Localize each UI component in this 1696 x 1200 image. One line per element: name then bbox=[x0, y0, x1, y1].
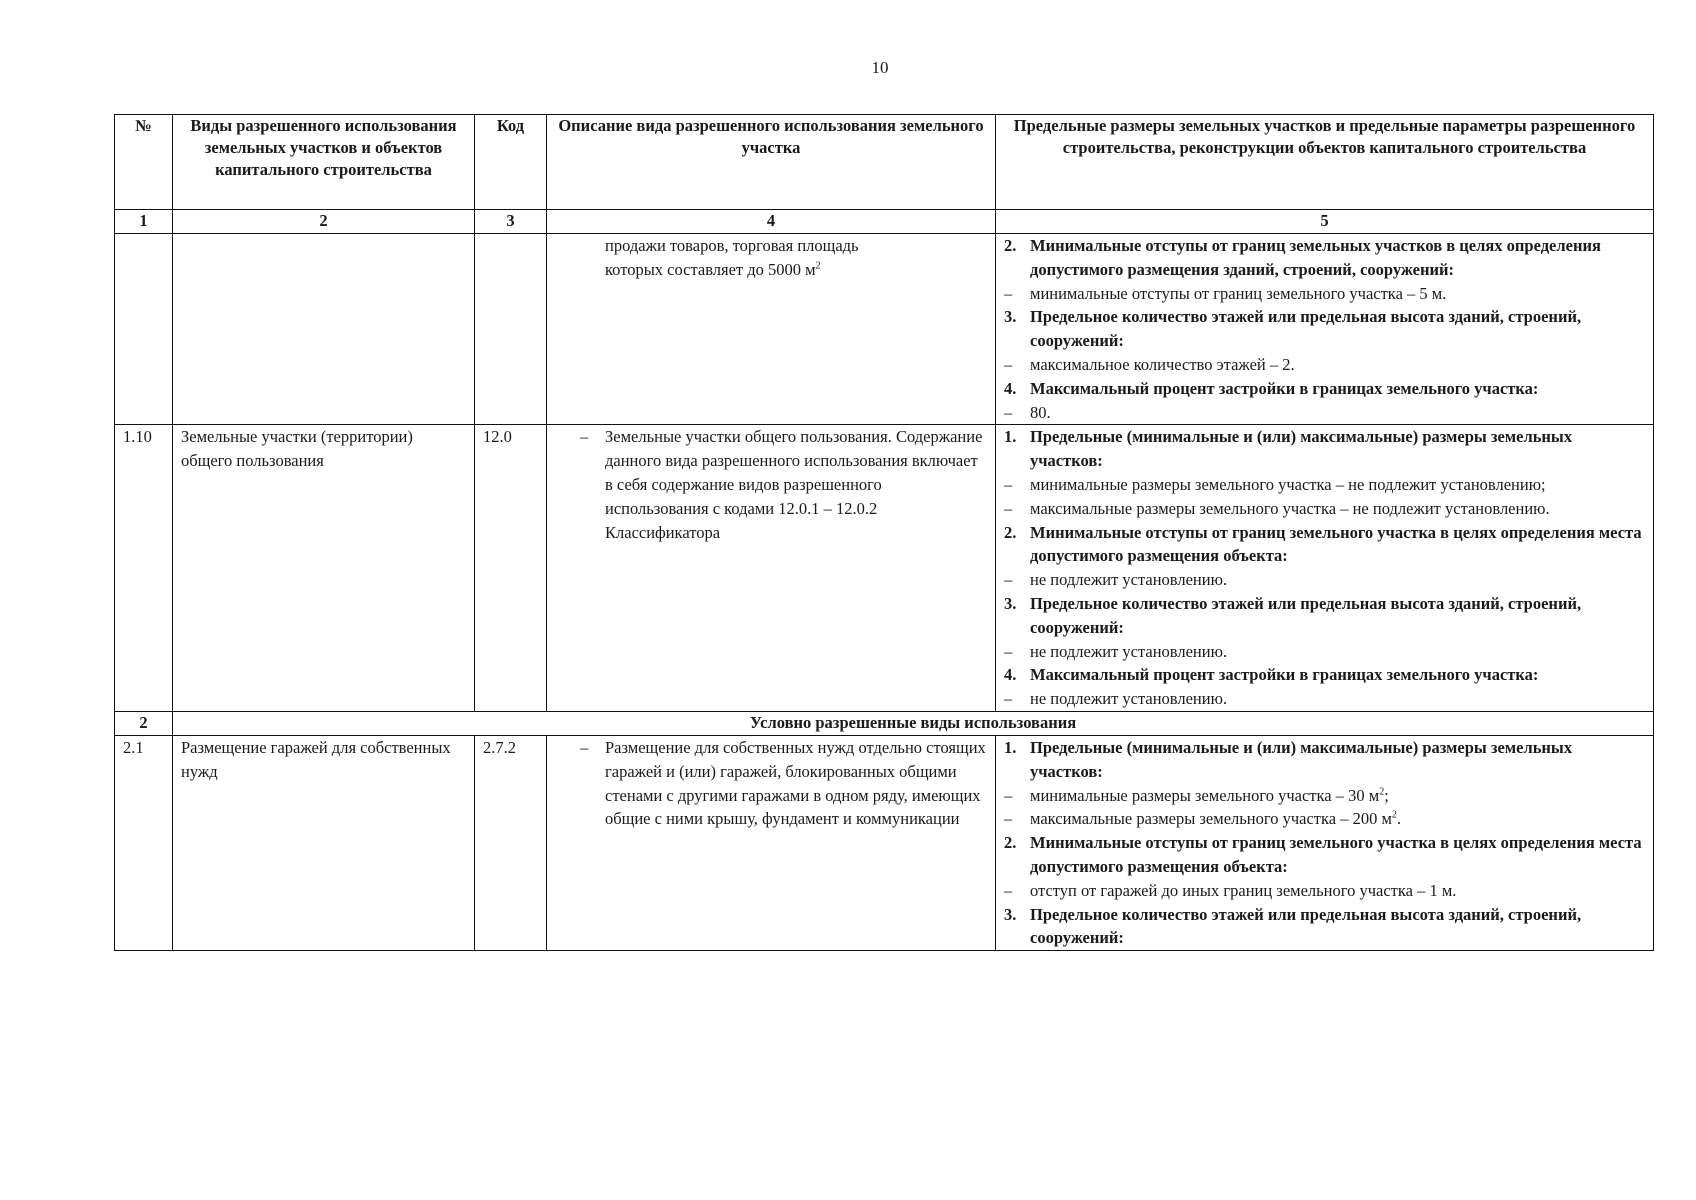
param-value: – максимальное количество этажей – 2. bbox=[1004, 353, 1645, 377]
param-value: – минимальные отступы от границ земельного участка – 5 м. bbox=[1004, 282, 1645, 306]
param-heading: 3. Предельное количество этажей или предельная высота зданий, строений, сооружений: bbox=[1004, 904, 1582, 948]
params-cell bbox=[996, 234, 1654, 425]
section-number: 2 bbox=[115, 711, 173, 735]
param-value: – не подлежит установлению. bbox=[1004, 640, 1645, 664]
desc-cell bbox=[547, 735, 996, 950]
param-value: – минимальные размеры земельного участка – не подлежит установлению; bbox=[1004, 473, 1645, 497]
section-title: Условно разрешенные виды использования bbox=[173, 711, 1654, 735]
param-value: – отступ от гаражей до иных границ земельного участка – 1 м. bbox=[1004, 879, 1645, 903]
column-number: 2 bbox=[173, 210, 475, 234]
param-value: – не подлежит установлению. bbox=[1004, 568, 1645, 592]
land-use-regulations-table bbox=[114, 114, 1654, 951]
param-heading: 3. Предельное количество этажей или предельная высота зданий, строений, сооружений: bbox=[1004, 593, 1582, 637]
column-number: 4 bbox=[547, 210, 996, 234]
header-desc: Описание вида разрешенного использования земельного участка bbox=[547, 115, 996, 210]
param-value: – минимальные размеры земельного участка – 30 $м^2$; bbox=[1004, 784, 1645, 808]
column-number: 5 bbox=[996, 210, 1654, 234]
param-heading: 4. Максимальный процент застройки в границах земельного участка: bbox=[1004, 665, 1539, 685]
header-num: № bbox=[115, 115, 173, 210]
use-description: – Размещение для собственных нужд отдельно стоящих гаражей и (или) гаражей, блокированных общими стенами с другими гаражами в одном ряду, имеющих общие с ними крышу, фундамент и коммуникации bbox=[555, 736, 987, 831]
desc-cell bbox=[547, 234, 996, 425]
param-value: – 80. bbox=[1004, 401, 1645, 425]
param-heading: 2. Минимальные отступы от границ земельных участков в целях определения допустимого размещения зданий, строений, сооружений: bbox=[1004, 236, 1601, 279]
table-row-continued bbox=[115, 234, 1654, 425]
param-heading: 2. Минимальные отступы от границ земельного участка в целях определения места допустимого размещения объекта: bbox=[1004, 833, 1642, 876]
header-code: Код bbox=[475, 115, 547, 210]
header-types: Виды разрешенного использования земельных участков и объектов капитального строительства bbox=[173, 115, 475, 210]
row-number: 2.1 bbox=[115, 735, 173, 950]
use-type-name: Размещение гаражей для собственных нужд bbox=[173, 735, 475, 950]
section-row bbox=[115, 711, 1654, 735]
param-heading: 1. Предельные (минимальные и (или) максимальные) размеры земельных участков: bbox=[1004, 737, 1573, 781]
param-value: – максимальные размеры земельного участка – 200 $м^2$. bbox=[1004, 807, 1645, 831]
param-heading: 2. Минимальные отступы от границ земельного участка в целях определения места допустимого размещения объекта: bbox=[1004, 522, 1642, 566]
use-type-name: Земельные участки (территории) общего пользования bbox=[173, 425, 475, 712]
header-row bbox=[115, 115, 1654, 210]
table-row-1-10 bbox=[115, 425, 1654, 712]
row-number: 1.10 bbox=[115, 425, 173, 712]
params-cell bbox=[996, 735, 1654, 950]
header-params: Предельные размеры земельных участков и предельные параметры разрешенного строительства, реконструкции объектов капитального строительства bbox=[996, 115, 1654, 210]
column-number: 1 bbox=[115, 210, 173, 234]
param-value: – максимальные размеры земельного участка – не подлежит установлению. bbox=[1004, 497, 1645, 521]
desc-continued: продажи товаров, торговая площадь которых составляет до 5000 $м^2$ bbox=[605, 236, 859, 279]
table-row-2-1 bbox=[115, 735, 1654, 950]
use-description: – Земельные участки общего пользования. Содержание данного вида разрешенного использования включает в себя содержание видов разрешенного использования с кодами 12.0.1 – 12.0.2 Классификатора bbox=[555, 425, 987, 544]
column-numbers-row bbox=[115, 210, 1654, 234]
param-heading: 3. Предельное количество этажей или предельная высота зданий, строений, сооружений: bbox=[1004, 307, 1582, 351]
column-number: 3 bbox=[475, 210, 547, 234]
params-cell bbox=[996, 425, 1654, 712]
page-number: 10 bbox=[871, 58, 889, 77]
desc-cell bbox=[547, 425, 996, 712]
use-code: 2.7.2 bbox=[475, 735, 547, 950]
param-value: – не подлежит установлению. bbox=[1004, 687, 1645, 711]
param-heading: 4. Максимальный процент застройки в границах земельного участка: bbox=[1004, 378, 1539, 398]
use-code: 12.0 bbox=[475, 425, 547, 712]
param-heading: 1. Предельные (минимальные и (или) максимальные) размеры земельных участков: bbox=[1004, 427, 1573, 471]
